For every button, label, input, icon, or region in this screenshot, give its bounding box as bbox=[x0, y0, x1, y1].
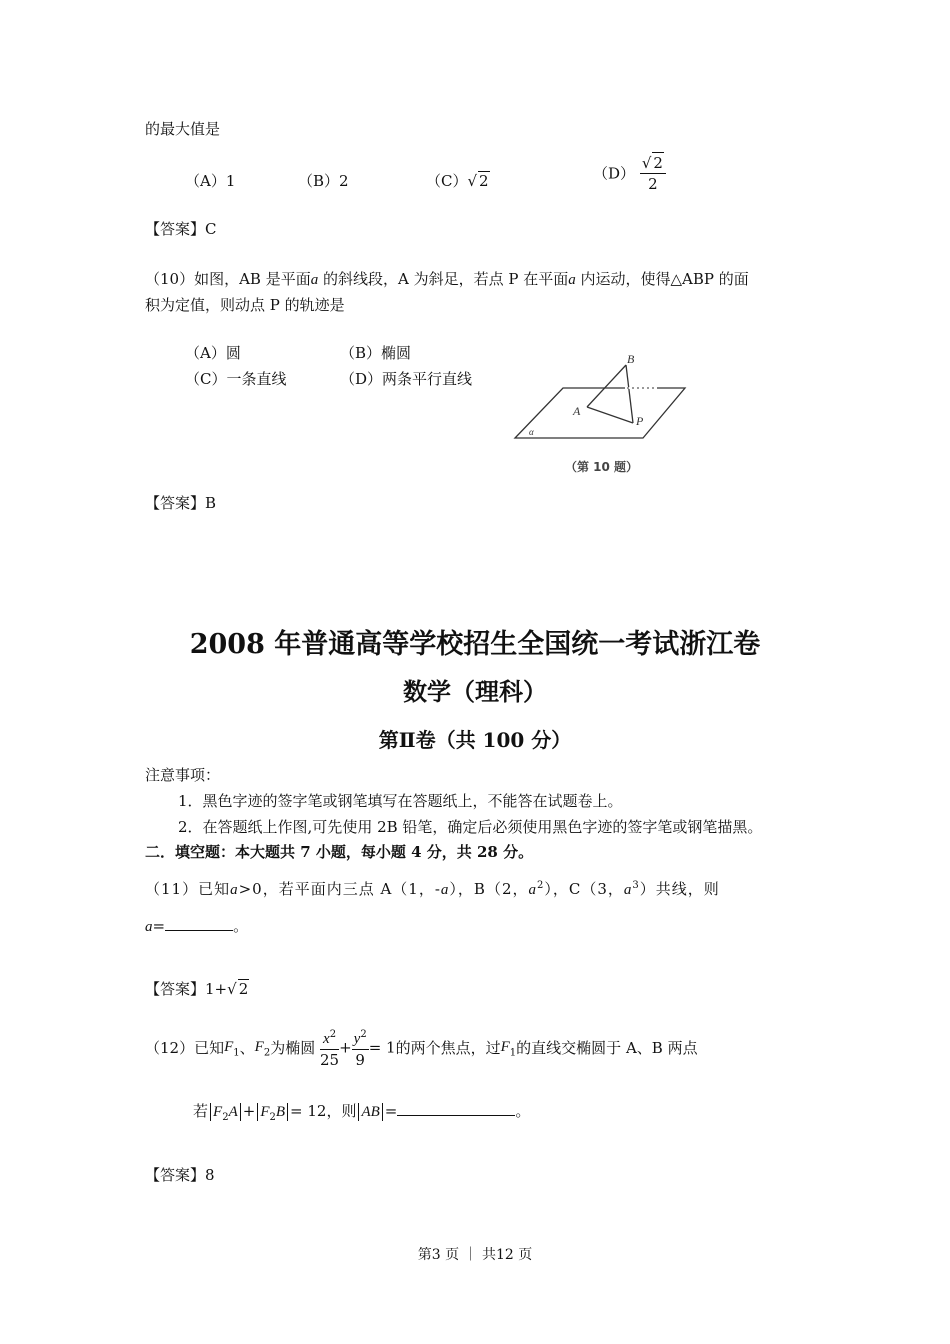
q11-line2-var: a bbox=[145, 919, 153, 935]
label-alpha: α bbox=[529, 427, 534, 437]
label-a: A bbox=[573, 404, 581, 418]
q10-line1-b: 的斜线段，A 为斜足，若点 P 在平面 bbox=[318, 270, 569, 288]
q12-line1 bbox=[145, 1025, 698, 1070]
q12-l2-plus: + bbox=[242, 1102, 256, 1120]
q9-option-d-num: 2 bbox=[653, 154, 663, 172]
q10-line1-c: 内运动，使得△ABP 的面 bbox=[575, 270, 749, 288]
q12-f1: F bbox=[224, 1039, 234, 1055]
q12-l2-f2sub: 2 bbox=[269, 1112, 276, 1123]
label-p: P bbox=[636, 414, 644, 428]
notes-item-2: 2．在答题纸上作图,可先使用 2B 铅笔，确定后必须使用黑色字迹的签字笔或钢笔描黑。 bbox=[178, 818, 763, 836]
q12-plus: + bbox=[339, 1038, 352, 1057]
q12-f1-sub: 1 bbox=[233, 1047, 240, 1059]
q10-option-d: （D）两条平行直线 bbox=[340, 370, 473, 388]
q9-option-d-den: 2 bbox=[648, 175, 658, 193]
q12-p4: 的直线交椭圆于 A、B 两点 bbox=[516, 1039, 698, 1057]
q10-line2: 积为定值，则动点 P 的轨迹是 bbox=[145, 296, 345, 314]
q12-frac-y bbox=[352, 1025, 369, 1070]
q9-option-b: （B）2 bbox=[298, 172, 349, 190]
q10-answer: 【答案】B bbox=[145, 494, 217, 512]
q11-line2-end: 。 bbox=[233, 917, 249, 935]
q12-sep: 、 bbox=[239, 1039, 255, 1057]
q9-option-a: （A）1 bbox=[185, 172, 236, 190]
segment-ab bbox=[587, 365, 626, 407]
q10-var-a1: a bbox=[310, 272, 319, 288]
q11-p2: >0，若平面内三点 A（1，- bbox=[238, 880, 441, 898]
q10-option-a: （A）圆 bbox=[185, 344, 241, 362]
q9-answer: 【答案】C bbox=[145, 220, 217, 238]
exam-title: 2008 年普通高等学校招生全国统一考试浙江卷 bbox=[189, 629, 761, 660]
q12-answer: 【答案】8 bbox=[145, 1166, 215, 1184]
q12-f3-sub: 1 bbox=[509, 1047, 517, 1059]
q11-line2 bbox=[145, 915, 248, 936]
q12-l2-end: 。 bbox=[515, 1102, 531, 1120]
q9-option-d bbox=[593, 152, 666, 194]
q9-tail-text: 的最大值是 bbox=[145, 120, 221, 138]
q10-line1-a: （10）如图，AB 是平面 bbox=[145, 270, 311, 288]
q10-option-c: （C）一条直线 bbox=[185, 370, 287, 388]
q12-l2-fsub: 2 bbox=[222, 1112, 229, 1123]
q9-option-c-label: （C） bbox=[426, 172, 468, 190]
q12-f2: F bbox=[254, 1039, 264, 1055]
q12-l2-a: 若 bbox=[193, 1102, 209, 1120]
q10-line1 bbox=[145, 268, 749, 289]
q11-answer-a: 1+ bbox=[205, 980, 228, 998]
q12-p1: （12）已知 bbox=[145, 1039, 225, 1057]
q9-option-c: （C）√ 2 bbox=[426, 172, 489, 190]
q12-l2-f2: F bbox=[260, 1104, 270, 1120]
q12-frac-y-exp: 2 bbox=[360, 1029, 367, 1040]
q12-frac-x-exp: 2 bbox=[329, 1029, 337, 1040]
q11-line1 bbox=[145, 878, 720, 899]
q12-blank[interactable] bbox=[397, 1115, 515, 1116]
q11-p1: （11）已知 bbox=[145, 880, 231, 898]
label-b: B bbox=[627, 352, 635, 366]
exam-subtitle: 数学（理科） bbox=[403, 677, 547, 706]
q12-frac-y-num: y bbox=[353, 1031, 361, 1047]
q12-l2-f: F bbox=[213, 1104, 223, 1120]
q11-e4: 3 bbox=[632, 880, 640, 891]
q9-option-d-fraction: $\frac{√ 2}{2}$ bbox=[640, 152, 666, 194]
q12-f3: F bbox=[500, 1039, 510, 1055]
q12-l2-B: B bbox=[275, 1104, 286, 1120]
segment-bp bbox=[626, 365, 633, 423]
q12-frac-x-num: x bbox=[323, 1031, 330, 1047]
q9-option-c-root: 2 bbox=[479, 172, 489, 190]
q11-answer: 【答案】1+√ 2 bbox=[145, 980, 249, 998]
q12-line2 bbox=[193, 1100, 530, 1123]
q11-p5: ）共线，则 bbox=[639, 880, 720, 898]
q12-l2-eq: = 12，则 bbox=[290, 1102, 357, 1120]
q11-answer-root: 2 bbox=[238, 980, 249, 998]
q12-p3: 的两个焦点，过 bbox=[395, 1039, 501, 1057]
q11-v2: a bbox=[440, 882, 450, 898]
q11-answer-label: 【答案】 bbox=[145, 980, 206, 998]
q11-p3: ），B（2， bbox=[449, 880, 529, 898]
figure-caption: （第 10 题） bbox=[565, 460, 639, 474]
q12-l2-A: A bbox=[228, 1104, 238, 1120]
exam-section: 第Ⅱ卷（共 100 分） bbox=[378, 728, 572, 752]
q10-figure bbox=[505, 345, 695, 480]
q11-p4: ），C（3， bbox=[544, 880, 624, 898]
q11-line2-eq: = bbox=[152, 917, 166, 935]
q11-v1: a bbox=[230, 882, 239, 898]
q12-l2-AB: AB bbox=[361, 1104, 380, 1120]
notes-item-1: 1．黑色字迹的签字笔或钢笔填写在答题纸上，不能答在试题卷上。 bbox=[178, 792, 623, 810]
q11-blank[interactable] bbox=[165, 930, 233, 931]
q10-var-a2: a bbox=[568, 272, 576, 288]
q10-option-b: （B）椭圆 bbox=[340, 344, 412, 362]
q12-f2-sub: 2 bbox=[263, 1047, 271, 1059]
part2-heading: 二．填空题：本大题共 7 小题，每小题 4 分，共 28 分。 bbox=[145, 843, 534, 861]
plane-alpha bbox=[515, 388, 685, 438]
q9-option-d-label: （D） bbox=[593, 164, 636, 183]
q12-eq: = 1 bbox=[368, 1038, 396, 1057]
q11-v4: a bbox=[623, 882, 633, 898]
segment-ap bbox=[587, 407, 633, 423]
q11-e3: 2 bbox=[537, 880, 545, 891]
q11-v3: a bbox=[528, 882, 537, 898]
q12-p2: 为椭圆 bbox=[270, 1039, 316, 1057]
q12-frac-x bbox=[320, 1025, 339, 1070]
q12-frac-x-den: 25 bbox=[320, 1051, 340, 1069]
q12-l2-eq2: = bbox=[384, 1102, 398, 1120]
q12-frac-y-den: 9 bbox=[355, 1051, 365, 1069]
notes-title: 注意事项： bbox=[145, 766, 221, 784]
page-footer: 第3 页 ｜ 共12 页 bbox=[417, 1247, 533, 1263]
